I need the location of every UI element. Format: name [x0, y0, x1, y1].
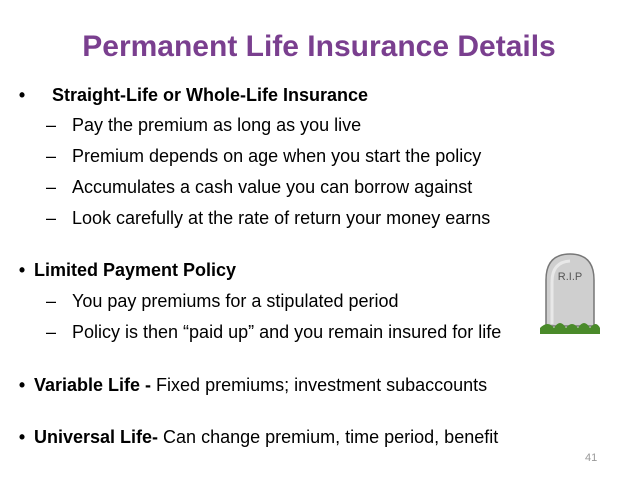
bullet-heading: Straight-Life or Whole-Life Insurance: [52, 85, 369, 105]
page-number: 41: [585, 452, 598, 464]
sub-item: – Pay the premium as long as you live: [46, 115, 362, 135]
bullet-heading: Limited Payment Policy: [34, 260, 237, 280]
slide-title: Permanent Life Insurance Details: [82, 30, 556, 63]
sub-item: – Premium depends on age when you start the policy: [46, 146, 482, 166]
bullet-item-variable-life: [10, 374, 487, 396]
bullet-heading: Universal Life-: [34, 427, 159, 447]
bullet-symbol: •: [18, 260, 26, 280]
sub-item: – Policy is then “paid up” and you remain insured for life: [46, 322, 502, 342]
sub-item: – Accumulates a cash value you can borrow against: [46, 177, 473, 197]
bullet-item-limited-payment: [10, 259, 236, 281]
sub-item: – Look carefully at the rate of return your money earns: [46, 208, 491, 228]
bullet-item-universal-life: [10, 426, 498, 448]
sub-item: – You pay premiums for a stipulated period: [46, 291, 399, 311]
bullet-text: Can change premium, time period, benefit: [158, 427, 499, 447]
bullet-text: Fixed premiums; investment subaccounts: [151, 375, 488, 395]
bullet-symbol: •: [18, 427, 26, 447]
bullet-item-whole-life: [10, 84, 368, 106]
tombstone-icon: [540, 250, 600, 334]
bullet-symbol: •: [18, 85, 26, 105]
tombstone-text: R.I.P: [557, 271, 583, 283]
bullet-symbol: •: [18, 375, 26, 395]
bullet-heading: Variable Life -: [34, 375, 152, 395]
